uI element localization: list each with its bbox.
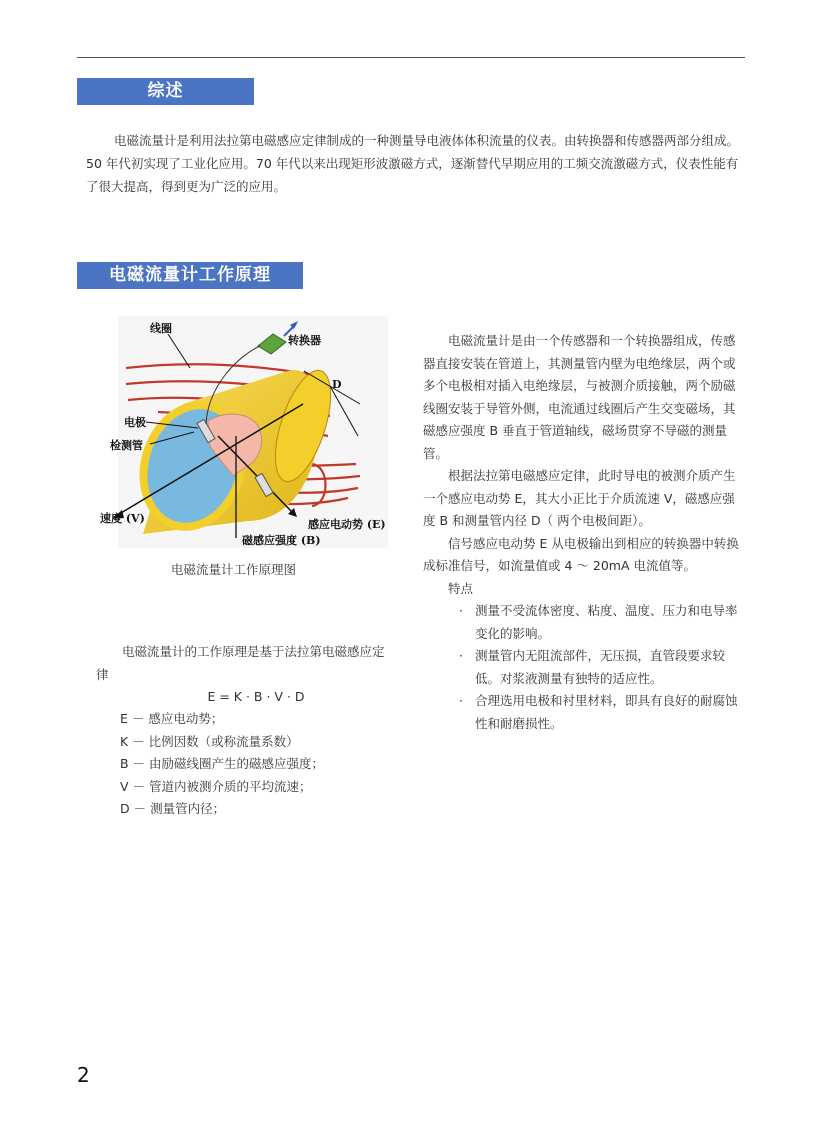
- page-number: 2: [77, 1063, 90, 1087]
- label-tube: 检测管: [110, 439, 143, 452]
- paragraph-faraday: 根据法拉第电磁感应定律，此时导电的被测介质产生一个感应电动势 E，其大小正比于介质流速 V，磁感应强度 B 和测量管内径 D（ 两个电极间距）。: [423, 468, 736, 528]
- formula: E = K · B · V · D: [207, 689, 305, 704]
- paragraph-signal: 信号感应电动势 E 从电极输出到相应的转换器中转换成标准信号，如流量值或 4 ～ 20mA 电流值等。: [423, 535, 739, 573]
- definition-item: V － 管道内被测介质的平均流速；: [120, 778, 312, 794]
- definition-item: D － 测量管内径；: [120, 801, 226, 816]
- right-column: [423, 330, 746, 735]
- figure-caption: 电磁流量计工作原理图: [171, 562, 297, 577]
- top-rule: [77, 57, 745, 58]
- definition-item: K － 比例因数（或称流量系数）: [120, 733, 299, 749]
- principle-diagram: [98, 316, 398, 548]
- features-title: 特点: [448, 580, 474, 596]
- feature-item: · 合理选用电极和衬里材料，即具有良好的耐腐蚀性和耐磨损性。: [423, 690, 746, 735]
- formula-definitions: [120, 708, 324, 821]
- label-converter: 转换器: [288, 334, 321, 347]
- principle-text: [96, 641, 386, 709]
- label-diameter: D: [332, 378, 342, 391]
- definition-item: E － 感应电动势；: [120, 711, 224, 726]
- section-heading-overview: 综述: [77, 78, 254, 105]
- label-electrode: 电极: [124, 416, 146, 429]
- label-emf: 感应电动势 (E): [308, 518, 386, 531]
- label-coil: 线圈: [150, 322, 172, 335]
- principle-intro: 电磁流量计的工作原理是基于法拉第电磁感应定律: [96, 644, 385, 682]
- label-velocity: 速度 (V): [100, 512, 145, 525]
- paragraph-structure: 电磁流量计是由一个传感器和一个转换器组成，传感器直接安装在管道上，其测量管内壁为电绝缘层，两个或多个电极相对插入电绝缘层，与被测介质接触，两个励磁线圈安装于导管外侧，电流通过线圈后产生交变磁场，其磁感应强度 B 垂直于管道轴线，磁场贯穿不导磁的测量管。: [423, 333, 736, 461]
- principle-diagram-svg: [98, 316, 398, 548]
- label-flux: 磁感应强度 (B): [242, 534, 321, 547]
- definition-item: B － 由励磁线圈产生的磁感应强度；: [120, 756, 325, 771]
- section-heading-principle: 电磁流量计工作原理: [77, 262, 303, 289]
- overview-paragraph: 电磁流量计是利用法拉第电磁感应定律制成的一种测量导电液体体积流量的仪表。由转换器和传感器两部分组成。50 年代初实现了工业化应用。70 年代以来出现矩形波激磁方式，逐渐替代早期应用的工频交流激磁方式，仪表性能有了很大提高，得到更为广泛的应用。: [86, 133, 740, 194]
- feature-item: · 测量不受流体密度、粘度、温度、压力和电导率变化的影响。: [423, 600, 746, 645]
- feature-item: · 测量管内无阻流部件，无压损，直管段要求较低。对浆液测量有独特的适应性。: [423, 645, 746, 690]
